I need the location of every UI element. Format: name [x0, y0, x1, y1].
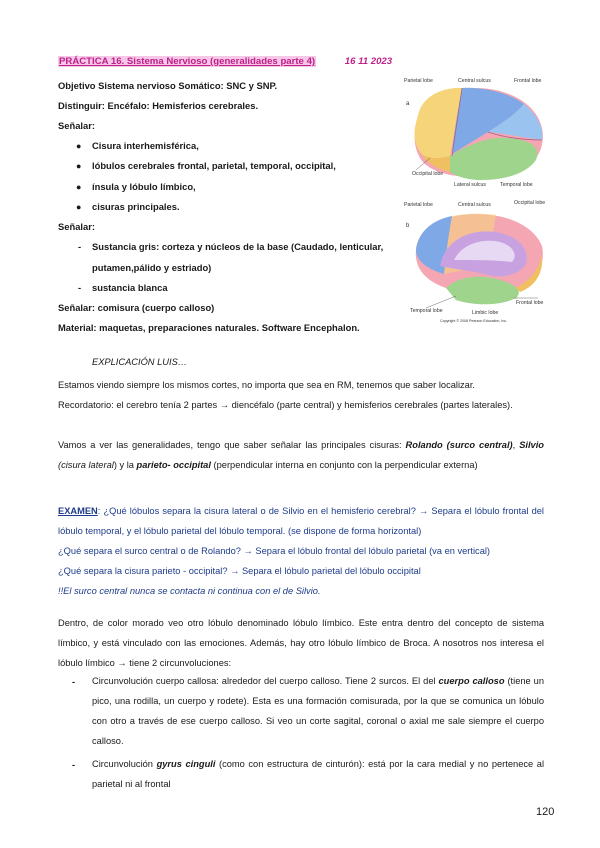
distinguish-line: Distinguir: Encéfalo: Hemisferios cerebrales.	[58, 100, 259, 111]
bullet-dot: ●	[76, 161, 82, 171]
brain-lobes-figure	[396, 76, 554, 326]
figure-panel-a-label: a	[406, 101, 410, 107]
figure-label: Parietal lobe	[404, 78, 433, 84]
dash-marker: -	[72, 676, 76, 687]
page-header	[58, 56, 418, 67]
bullet-dot: ●	[76, 202, 82, 212]
figure-label: Frontal lobe	[516, 300, 544, 306]
exam-block: EXAMEN: ¿Qué lóbulos separa la cisura lateral o de Silvio en el hemisferio cerebral? → Separa el lóbulo frontal del lóbulo temporal, y el lóbulo parietal del lóbulo temporal. (se dispone de forma horizontal) ¿Qué separa el surco central o de Rolando? → Separa el lóbulo frontal del lóbulo parietal (va en vertical) ¿Qué separa la cisura parieto - occipital? → Separa el lóbulo parietal del lóbulo occipital !!El surco central nunca se contacta ni continua con el de Silvio.	[58, 506, 544, 596]
practice-date: 16 11 2023	[344, 56, 393, 67]
medial-brain	[416, 214, 543, 305]
bullet-dot: ●	[76, 141, 82, 151]
figure-label: Lateral sulcus	[454, 182, 487, 188]
dash-marker: -	[78, 282, 82, 293]
figure-panel-b-label: b	[406, 223, 410, 229]
point-out-label-2: Señalar:	[58, 221, 95, 232]
paragraph: Dentro, de color morado veo otro lóbulo denominado lóbulo límbico. Este entra dentro del concepto de sistema límbico, y está vinculado con las emociones. Además, hay otro lóbulo límbico de Broca. A nosotros nos interesa el lóbulo límbico → tiene 2 circunvoluciones:	[58, 618, 544, 668]
paragraph: Estamos viendo siempre los mismos cortes, no importa que sea en RM, tenemos que saber localizar.	[58, 380, 475, 390]
figure-label: Parietal lobe	[404, 202, 433, 208]
figure-label: Occipital lobe	[412, 171, 444, 177]
point-out-label-3: Señalar: comisura (cuerpo calloso)	[58, 302, 215, 313]
exam-note: !!El surco central nunca se contacta ni continua con el de Silvio.	[58, 586, 321, 596]
list-item: Circunvolución gyrus cinguli (como con estructura de cinturón): está por la cara medial y no pertenece al parietal ni al frontal	[92, 759, 545, 789]
list-item: cisuras principales.	[92, 201, 180, 212]
list-item: Sustancia gris: corteza y núcleos de la base (Caudado, lenticular,	[92, 241, 384, 252]
list-item: sustancia blanca	[92, 282, 168, 293]
figure-label: Central sulcus	[458, 78, 491, 84]
list-item: Cisura interhemisférica,	[92, 140, 199, 151]
figure-copyright: Copyright © 2008 Pearson Education, Inc.	[440, 319, 508, 323]
page-number: 120	[536, 806, 555, 818]
list-item-continuation: putamen,pálido y estriado)	[92, 262, 212, 273]
paragraph: Vamos a ver las generalidades, tengo que saber señalar las principales cisuras: Rolando (surco central), Silvio (cisura lateral) y la parieto- occipital (perpendicular interna en conjunto con la perpendicular externa)	[58, 440, 544, 470]
exam-question: ¿Qué separa el surco central o de Rolando? → Separa el lóbulo frontal del lóbulo parietal (va en vertical)	[58, 546, 491, 556]
paragraph: Recordatorio: el cerebro tenía 2 partes → diencéfalo (parte central) y hemisferios cerebrales (partes laterales).	[58, 400, 513, 410]
explanation-heading: EXPLICACIÓN LUIS…	[92, 357, 188, 367]
practice-title: PRÁCTICA 16. Sistema Nervioso (generalidades parte 4)	[59, 56, 316, 67]
objective-line: Objetivo Sistema nervioso Somático: SNC y SNP.	[58, 80, 278, 91]
figure-label: Central sulcus	[458, 202, 491, 208]
figure-label: Temporal lobe	[500, 182, 533, 188]
exam-question: ¿Qué separa la cisura parieto - occipital? → Separa el lóbulo parietal del lóbulo occipital	[58, 566, 421, 576]
figure-label: Frontal lobe	[514, 78, 542, 84]
figure-label: Occipital lobe	[514, 200, 546, 206]
dash-marker: -	[78, 241, 82, 252]
point-out-label-1: Señalar:	[58, 120, 95, 131]
figure-label: Temporal lobe	[410, 308, 443, 314]
list-item: lóbulos cerebrales frontal, parietal, temporal, occipital,	[92, 160, 336, 171]
list-item: ínsula y lóbulo límbico,	[92, 181, 196, 192]
material-line: Material: maquetas, preparaciones naturales. Software Encephalon.	[58, 322, 360, 333]
dash-marker: -	[72, 759, 76, 770]
lateral-brain	[415, 88, 543, 180]
exam-label: EXAMEN	[58, 506, 98, 516]
bullet-dot: ●	[76, 182, 82, 192]
list-item: Circunvolución cuerpo callosa: alrededor del cuerpo calloso. Tiene 2 surcos. El del cuerpo calloso (tiene un pico, una rodilla, un cuerpo y rodete). Esta es una formación comisurada, por la que se comunica un lóbulo con otro a través de ese cuerpo calloso. Si veo un corte sagital, coronal o axial me sale siempre el cuerpo calloso.	[92, 676, 544, 746]
figure-label: Limbic lobe	[472, 310, 499, 316]
